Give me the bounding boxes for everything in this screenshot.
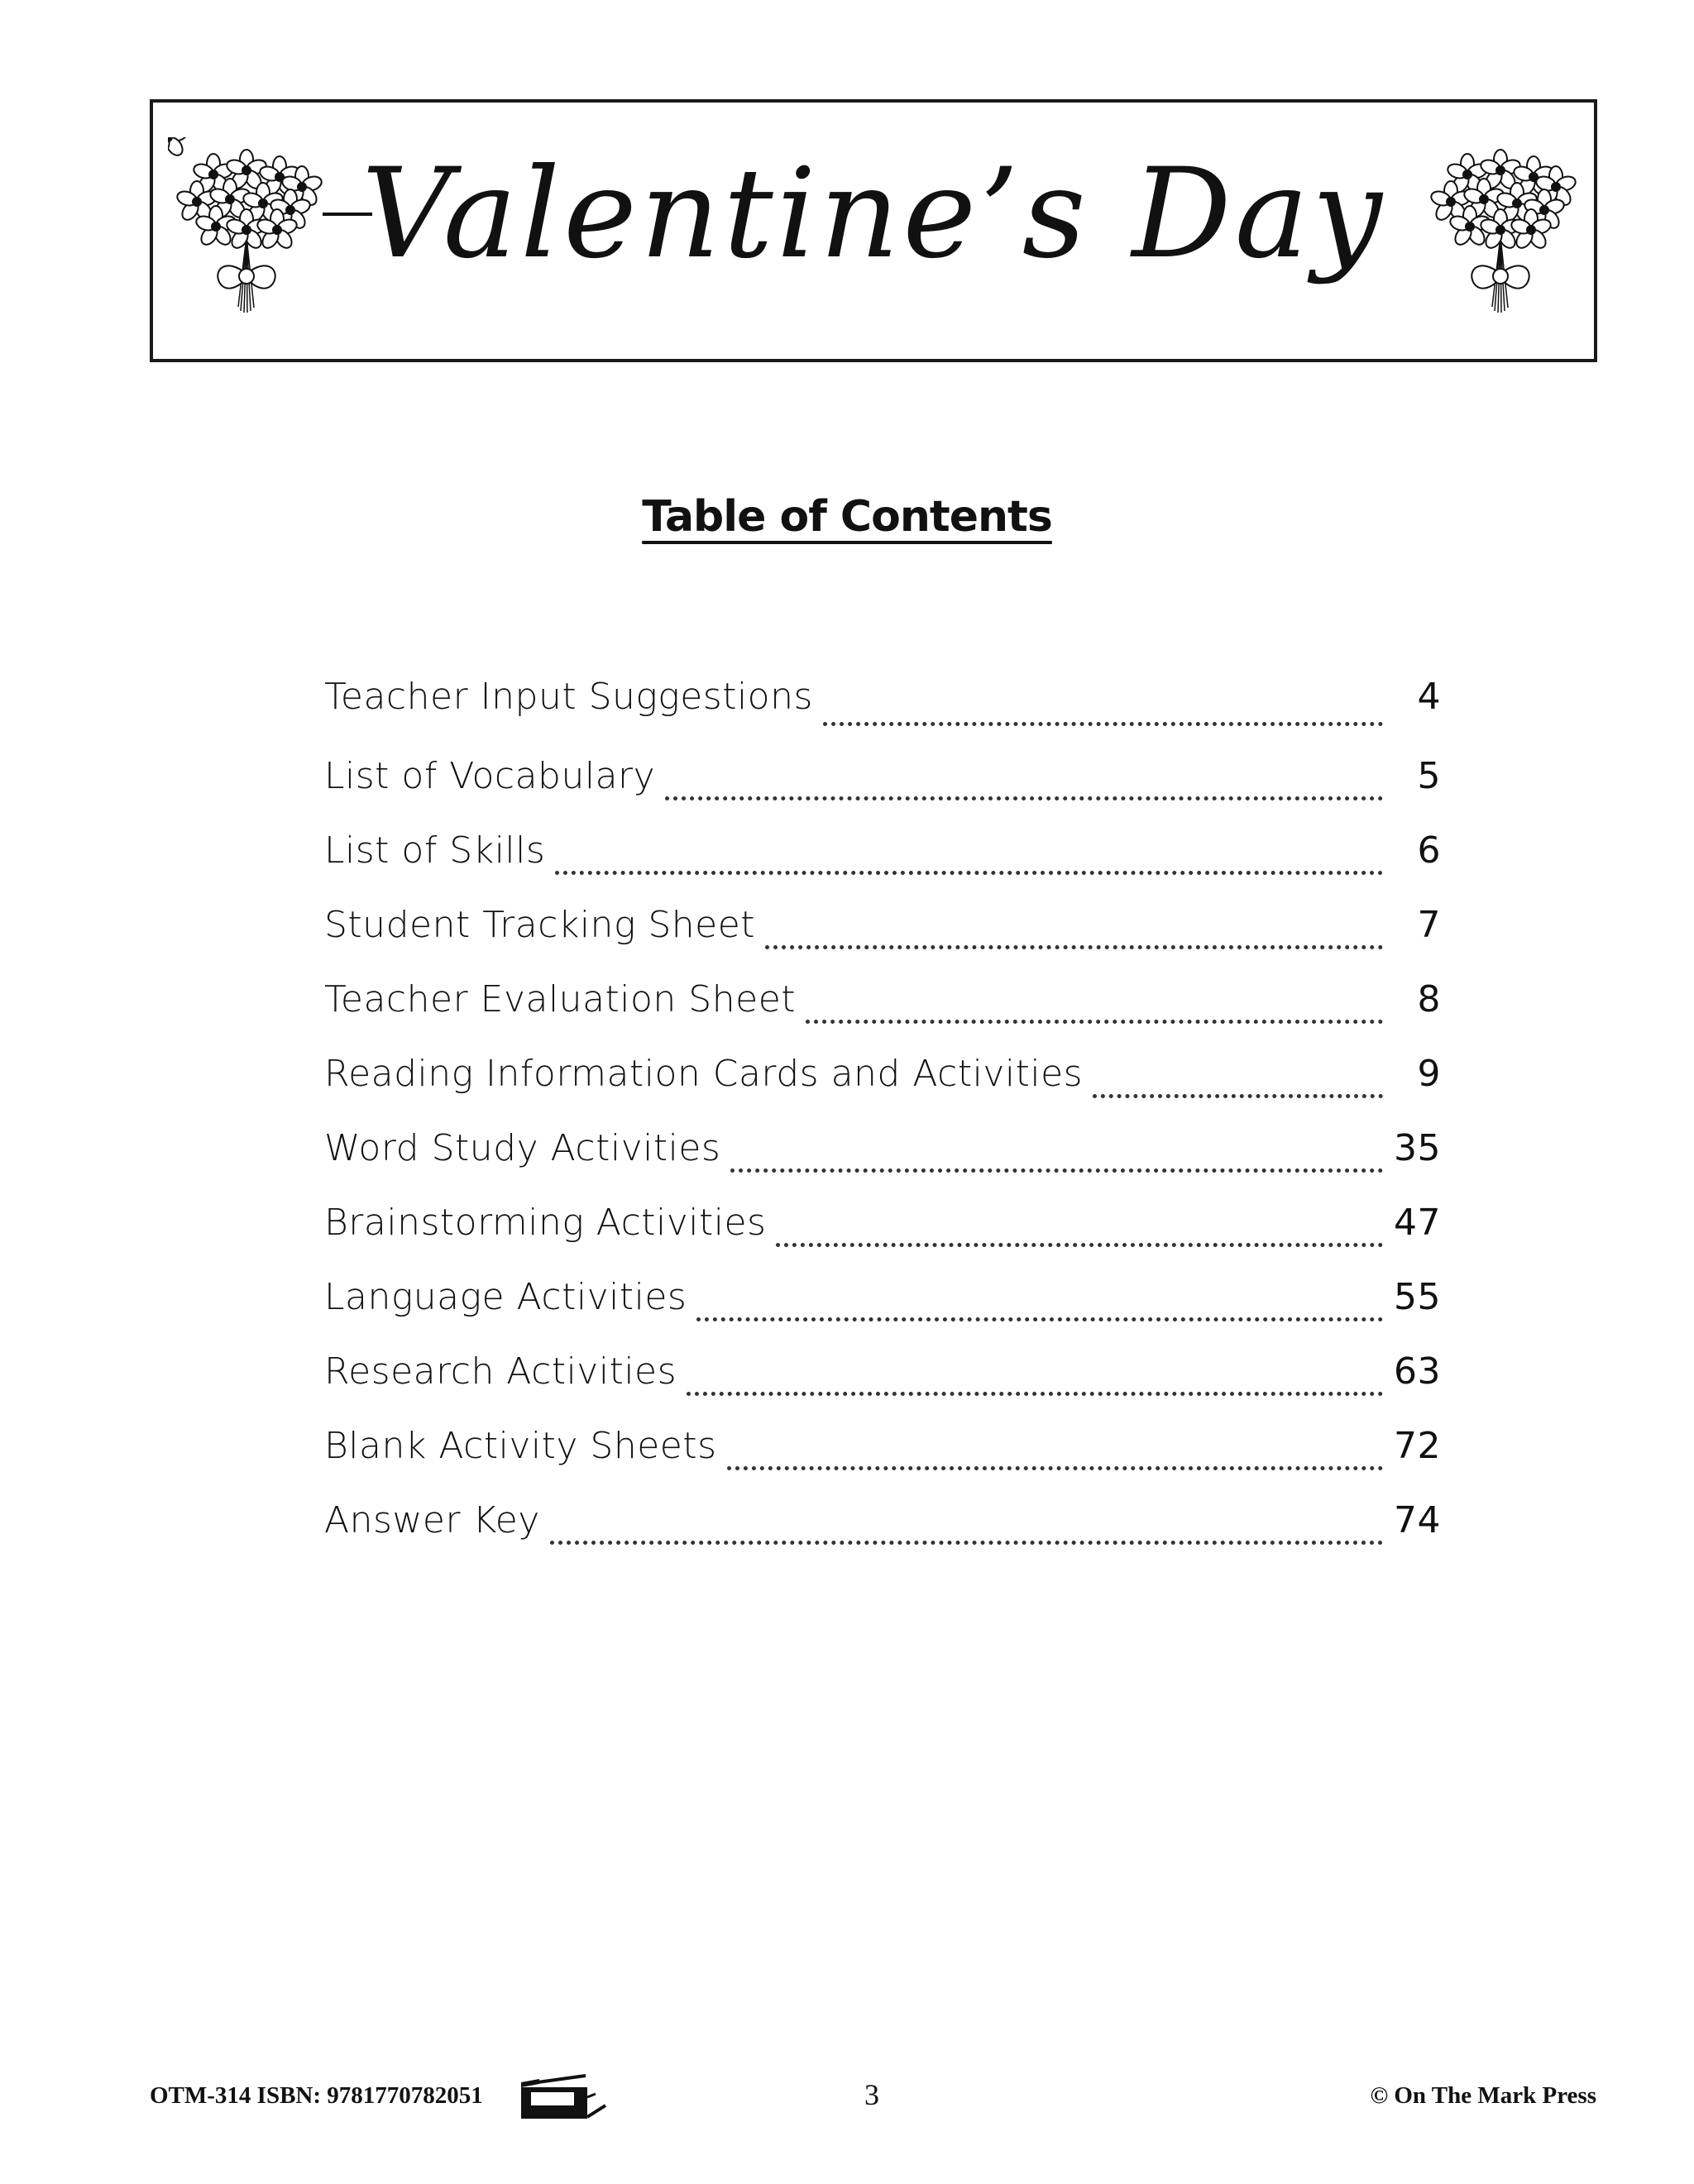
toc-entry-page: 72 (1394, 1425, 1441, 1467)
toc-entry[interactable] (324, 1492, 1441, 1566)
toc-entry-page: 63 (1394, 1350, 1441, 1393)
toc-entry-page: 8 (1417, 978, 1441, 1020)
toc-entry[interactable] (324, 971, 1441, 1045)
toc-entry-label: Brainstorming Activities (324, 1202, 767, 1244)
toc-entry[interactable] (324, 1045, 1441, 1120)
toc-entry-page: 6 (1417, 829, 1441, 872)
toc-entry-page: 35 (1394, 1127, 1441, 1169)
dot-leader (665, 796, 1383, 800)
toc-heading-text: Table of Contents (642, 492, 1052, 542)
dot-leader (550, 1541, 1383, 1545)
toc-entry-label: List of Skills (324, 829, 546, 872)
toc-entry-label: Teacher Evaluation Sheet (324, 978, 797, 1020)
flower-bouquet-icon (1422, 137, 1579, 327)
dot-leader (687, 1392, 1383, 1396)
title-banner (150, 99, 1597, 362)
dot-leader (555, 871, 1383, 875)
toc-entry[interactable] (324, 822, 1441, 896)
toc-entry[interactable] (324, 668, 1441, 748)
toc-entry-page: 74 (1394, 1499, 1441, 1541)
page-footer (150, 2077, 1596, 2119)
toc-entry-label: Research Activities (324, 1350, 677, 1393)
toc-entry-page: 5 (1417, 755, 1441, 797)
dot-leader (730, 1168, 1383, 1173)
toc-entry-label: Student Tracking Sheet (324, 904, 756, 946)
toc-entry[interactable] (324, 1343, 1441, 1417)
dot-leader (806, 1020, 1383, 1024)
toc-entry-label: Language Activities (324, 1276, 687, 1318)
dot-leader (696, 1317, 1383, 1321)
toc-entry[interactable] (324, 1417, 1441, 1492)
product-code-isbn: OTM-314 ISBN: 9781770782051 (150, 2082, 483, 2109)
toc-entry-label: Blank Activity Sheets (324, 1425, 717, 1467)
dot-leader (823, 722, 1383, 726)
toc-list (324, 668, 1441, 1566)
toc-entry-label: Reading Information Cards and Activities (324, 1053, 1084, 1095)
photocopier-icon (519, 2072, 610, 2119)
toc-entry-page: 7 (1417, 904, 1441, 946)
toc-entry[interactable] (324, 1269, 1441, 1343)
toc-entry-label: Word Study Activities (324, 1127, 721, 1169)
toc-entry-page: 4 (1417, 676, 1441, 718)
toc-entry[interactable] (324, 748, 1441, 822)
dot-leader (1093, 1094, 1383, 1098)
dot-leader (727, 1466, 1383, 1470)
flower-bouquet-icon (168, 137, 325, 327)
toc-entry-label: Answer Key (324, 1499, 540, 1541)
toc-heading (0, 488, 1694, 546)
copyright-notice: © On The Mark Press (1370, 2082, 1596, 2109)
toc-entry-page: 47 (1394, 1202, 1441, 1244)
toc-entry-label: Teacher Input Suggestions (324, 676, 813, 718)
toc-entry[interactable] (324, 1120, 1441, 1194)
toc-entry-page: 55 (1394, 1276, 1441, 1318)
toc-entry[interactable] (324, 896, 1441, 971)
toc-entry[interactable] (324, 1194, 1441, 1269)
toc-entry-label: List of Vocabulary (324, 755, 656, 797)
dot-leader (776, 1243, 1383, 1247)
dot-leader (765, 945, 1383, 949)
page-number: 3 (864, 2078, 879, 2111)
page-title: Valentine’s Day (361, 142, 1385, 286)
toc-entry-page: 9 (1417, 1053, 1441, 1095)
